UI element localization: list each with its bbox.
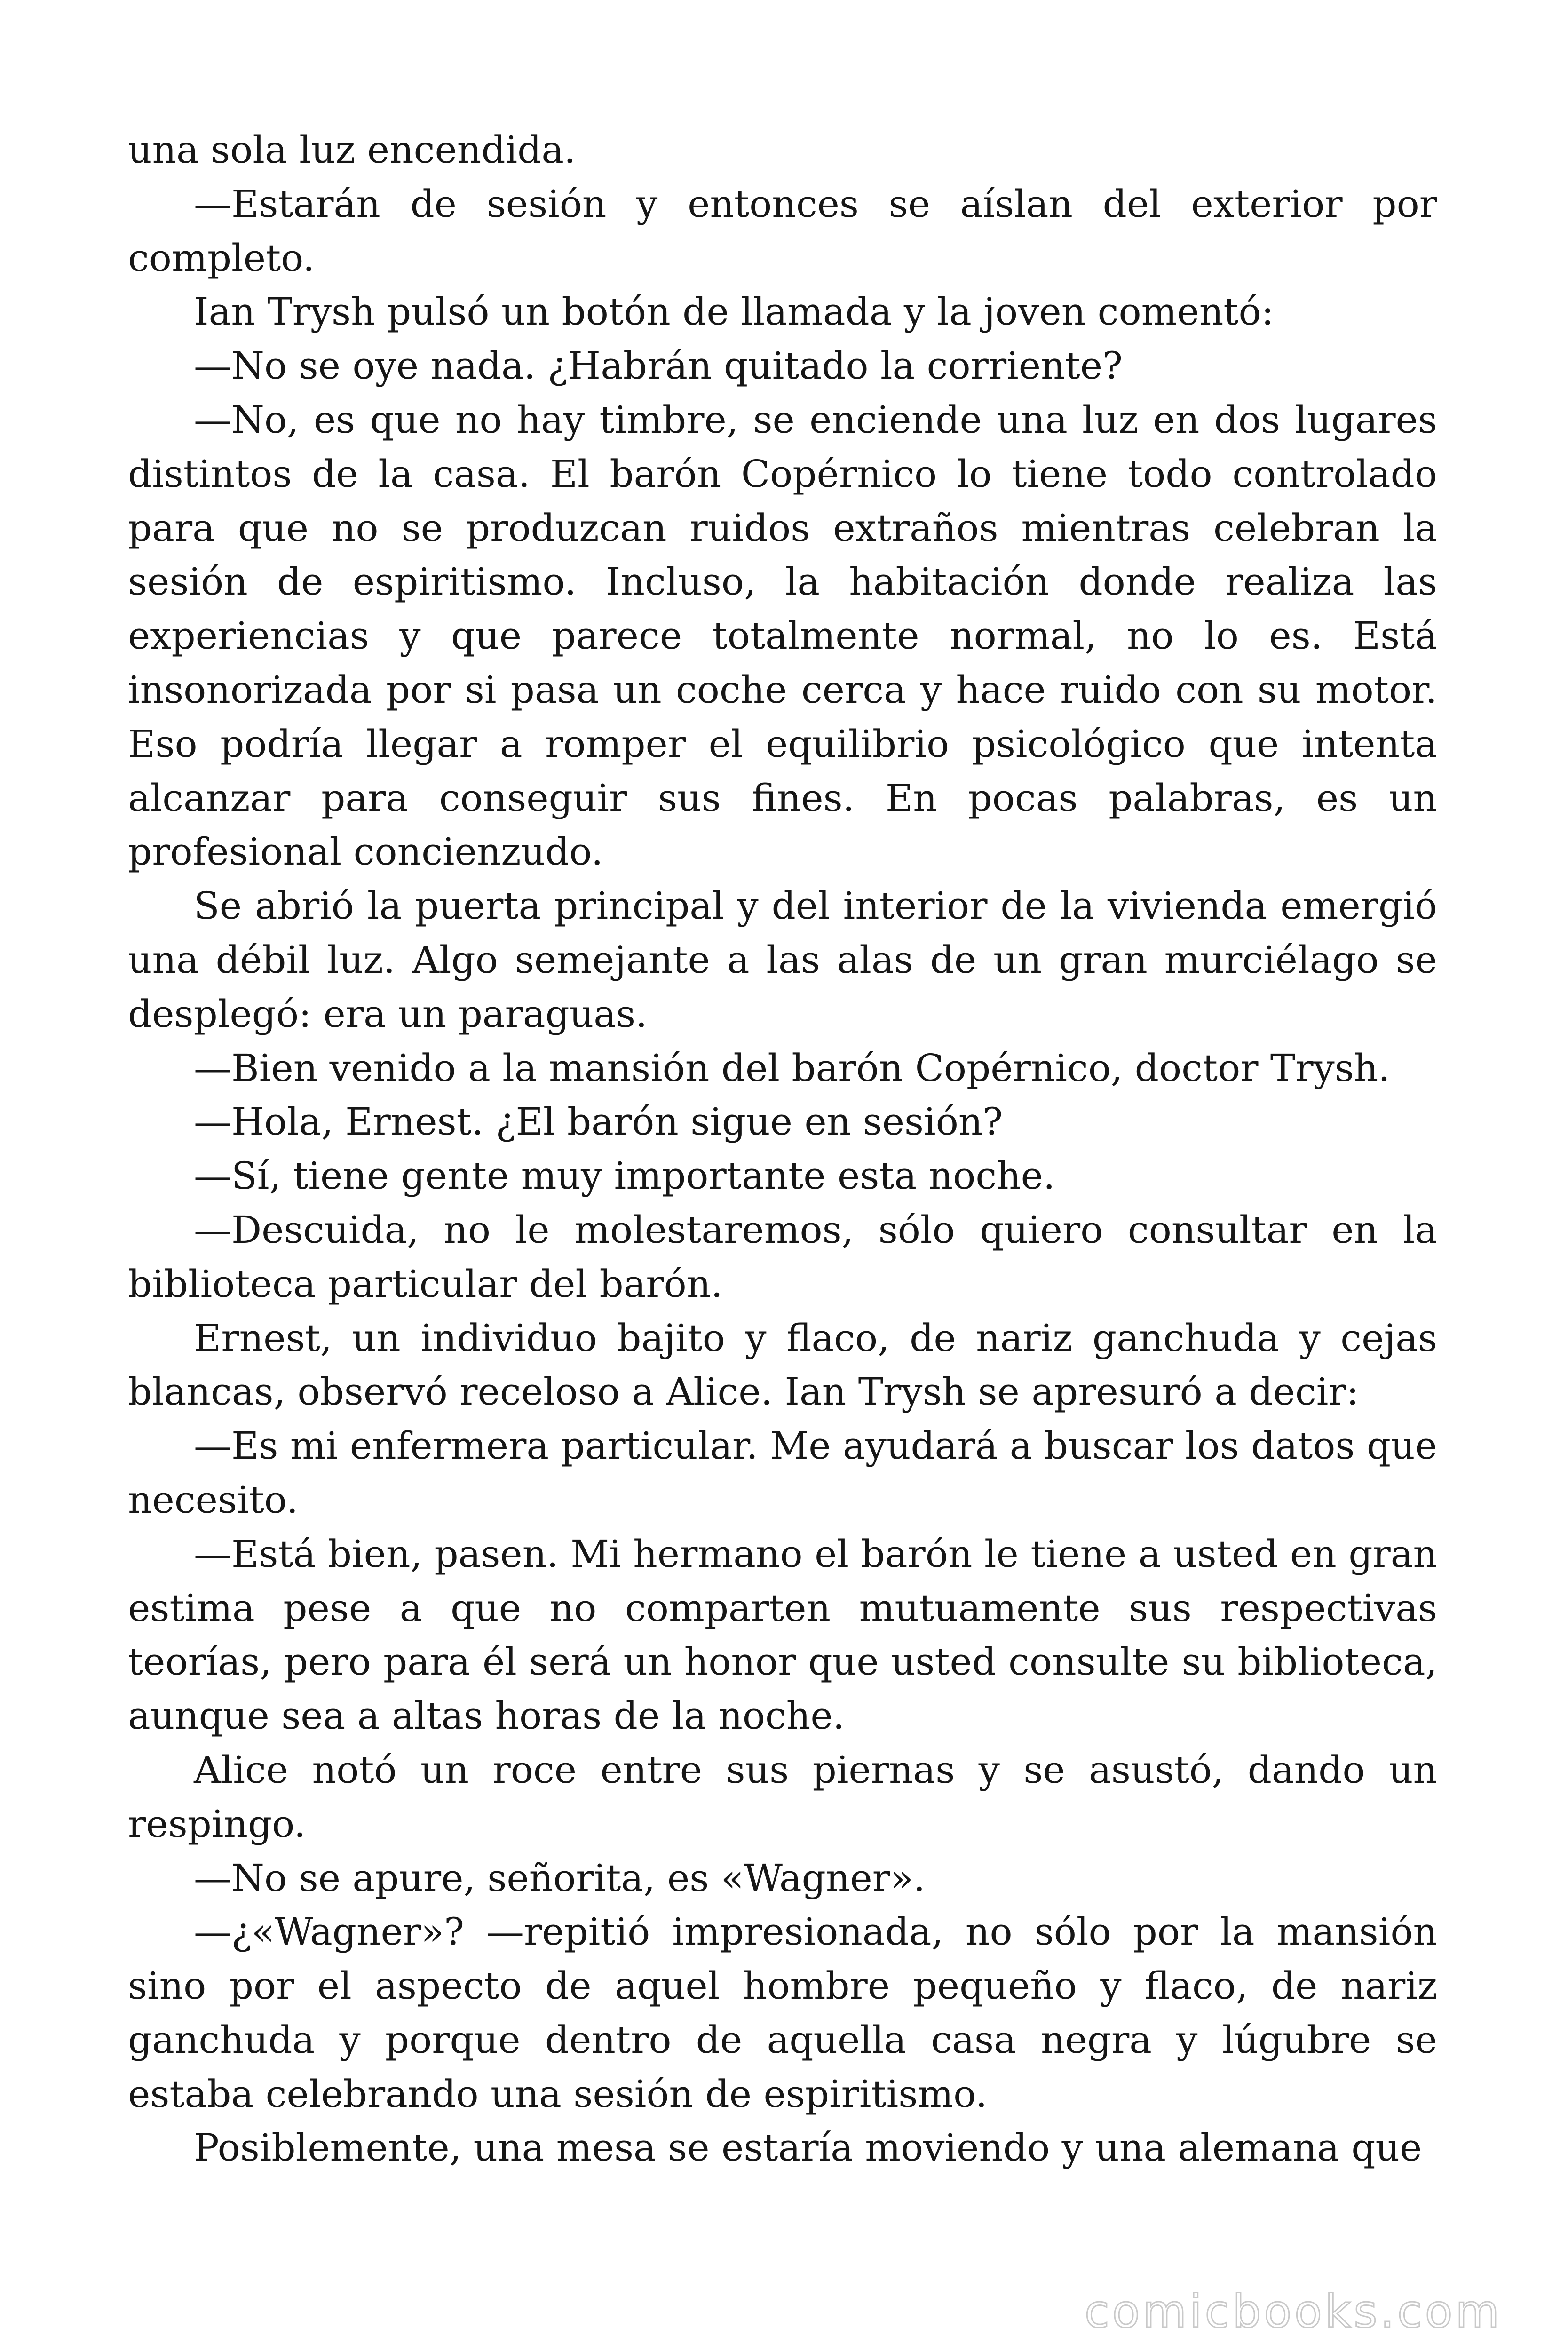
paragraph: —No se oye nada. ¿Habrán quitado la corriente? <box>194 344 1123 388</box>
book-page-text <box>128 123 1437 2175</box>
paragraph: —Está bien, pasen. Mi hermano el barón le tiene a usted en gran estima pese a que no comparten mutuamente sus respectivas teorías, pero para él será un honor que usted consulte su biblioteca, aunque sea a altas horas de la noche. <box>128 1532 1437 1738</box>
paragraph: —¿«Wagner»? —repitió impresionada, no sólo por la mansión sino por el aspecto de aquel hombre pequeño y flaco, de nariz ganchuda y porque dentro de aquella casa negra y lúgubre se estaba celebrando una sesión de espiritismo. <box>128 1910 1437 2116</box>
paragraph: —Hola, Ernest. ¿El barón sigue en sesión? <box>194 1100 1003 1144</box>
paragraph: Ian Trysh pulsó un botón de llamada y la joven comentó: <box>194 290 1274 334</box>
paragraph: —Es mi enfermera particular. Me ayudará a buscar los datos que necesito. <box>128 1424 1437 1522</box>
paragraph: —Estarán de sesión y entonces se aíslan del exterior por completo. <box>128 182 1437 280</box>
paragraph: —No se apure, señorita, es «Wagner». <box>194 1856 926 1900</box>
paragraph: Ernest, un individuo bajito y flaco, de nariz ganchuda y cejas blancas, observó receloso a Alice. Ian Trysh se apresuró a decir: <box>128 1316 1437 1414</box>
watermark-text: comicbooks.com <box>1084 2285 1502 2338</box>
paragraph: —Sí, tiene gente muy importante esta noche. <box>194 1154 1055 1198</box>
paragraph: Alice notó un roce entre sus piernas y se asustó, dando un respingo. <box>128 1748 1437 1846</box>
paragraph: —Bien venido a la mansión del barón Copérnico, doctor Trysh. <box>194 1046 1390 1090</box>
paragraph: Posiblemente, una mesa se estaría moviendo y una alemana que <box>194 2126 1422 2170</box>
paragraph: —Descuida, no le molestaremos, sólo quiero consultar en la biblioteca particular del barón. <box>128 1208 1437 1306</box>
paragraph: —No, es que no hay timbre, se enciende una luz en dos lugares distintos de la casa. El barón Copérnico lo tiene todo controlado para que no se produzcan ruidos extraños mientras celebran la sesión de espiritismo. Incluso, la habitación donde realiza las experiencias y que parece totalmente normal, no lo es. Está insonorizada por si pasa un coche cerca y hace ruido con su motor. Eso podría llegar a romper el equilibrio psicológico que intenta alcanzar para conseguir sus fines. En pocas palabras, es un profesional concienzudo. <box>128 397 1437 874</box>
paragraph: una sola luz encendida. <box>128 128 576 172</box>
paragraph: Se abrió la puerta principal y del interior de la vivienda emergió una débil luz. Algo semejante a las alas de un gran murciélago se desplegó: era un paraguas. <box>128 884 1437 1036</box>
